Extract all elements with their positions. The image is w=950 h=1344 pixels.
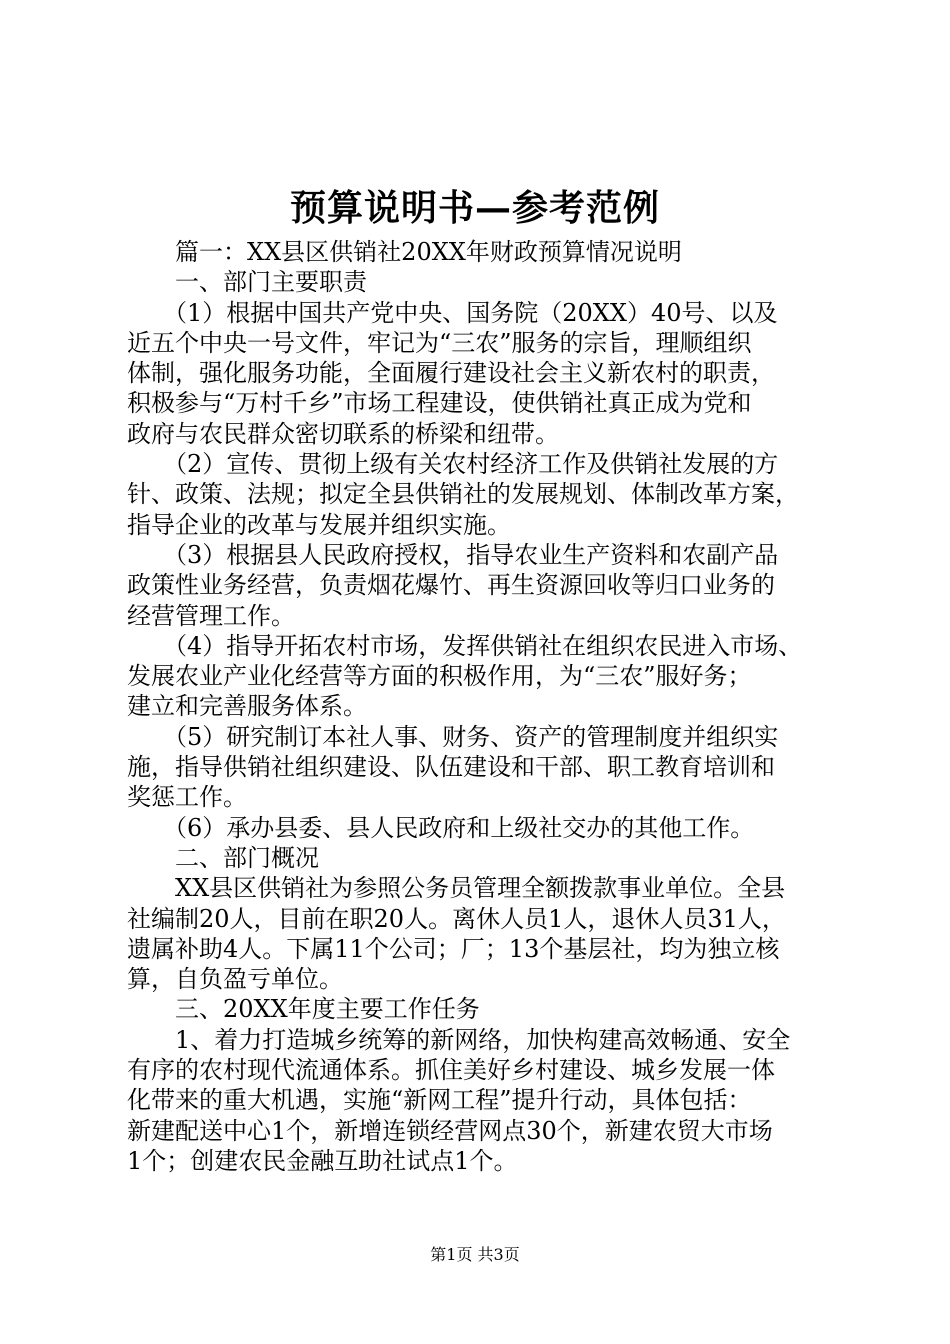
text-line: （6）承办县委、县人民政府和上级社交办的其他工作。 xyxy=(127,813,755,842)
text-line: 篇一：XX县区供销社20XX年财政预算情况说明 xyxy=(127,238,682,266)
text-line: 积极参与“万村千乡”市场工程建设，使供销社真正成为党和 xyxy=(127,389,752,418)
text-line: 体制，强化服务功能，全面履行建设社会主义新农村的职责， xyxy=(127,359,775,388)
text-line: 社编制20人，目前在职20人。离休人员1人，退休人员31人， xyxy=(127,904,786,933)
text-line: 有序的农村现代流通体系。抓住美好乡村建设、城乡发展一体 xyxy=(127,1056,775,1085)
text-line: 二、部门概况 xyxy=(127,843,319,872)
text-line: 1个；创建农民金融互助社试点1个。 xyxy=(127,1146,518,1175)
text-line: 指导企业的改革与发展并组织实施。 xyxy=(127,510,511,539)
text-line: 算，自负盈亏单位。 xyxy=(127,965,343,994)
text-line: 针、政策、法规；拟定全县供销社的发展规划、体制改革方案， xyxy=(127,480,799,509)
text-line: 政策性业务经营，负责烟花爆竹、再生资源回收等归口业务的 xyxy=(127,571,775,600)
text-line: 遗属补助4人。下属11个公司；厂；13个基层社，均为独立核 xyxy=(127,934,780,963)
text-line: 1、着力打造城乡统筹的新网络，加快构建高效畅通、安全 xyxy=(127,1025,791,1054)
page-footer: 第1页 共3页 xyxy=(430,1245,520,1264)
text-line: 新建配送中心1个，新增连锁经营网点30个，新建农贸大市场 xyxy=(127,1116,773,1145)
document-body xyxy=(127,237,833,1176)
text-line: （1）根据中国共产党中央、国务院（20XX）40号、以及 xyxy=(127,298,778,327)
text-line: 建立和完善服务体系。 xyxy=(127,692,367,721)
text-line: 政府与农民群众密切联系的桥梁和纽带。 xyxy=(127,419,559,448)
document-title: 预算说明书—参考范例 xyxy=(289,187,660,229)
text-line: 施，指导供销社组织建设、队伍建设和干部、职工教育培训和 xyxy=(127,753,775,782)
text-line: （4）指导开拓农村市场，发挥供销社在组织农民进入市场、 xyxy=(127,631,803,660)
text-line: 一、部门主要职责 xyxy=(127,268,367,297)
text-line: 经营管理工作。 xyxy=(127,601,295,630)
text-line: 奖惩工作。 xyxy=(127,783,247,812)
text-line: （3）根据县人民政府授权，指导农业生产资料和农副产品 xyxy=(127,540,779,569)
text-line: 发展农业产业化经营等方面的积极作用，为“三农”服好务； xyxy=(127,662,752,691)
text-line: XX县区供销社为参照公务员管理全额拨款事业单位。全县 xyxy=(127,874,786,903)
text-line: 三、20XX年度主要工作任务 xyxy=(127,995,480,1024)
text-line: （2）宣传、贯彻上级有关农村经济工作及供销社发展的方 xyxy=(127,450,779,479)
text-line: （5）研究制订本社人事、财务、资产的管理制度并组织实 xyxy=(127,722,779,751)
text-line: 化带来的重大机遇，实施“新网工程”提升行动，具体包括： xyxy=(127,1086,752,1115)
text-line: 近五个中央一号文件，牢记为“三农”服务的宗旨，理顺组织 xyxy=(127,328,752,357)
